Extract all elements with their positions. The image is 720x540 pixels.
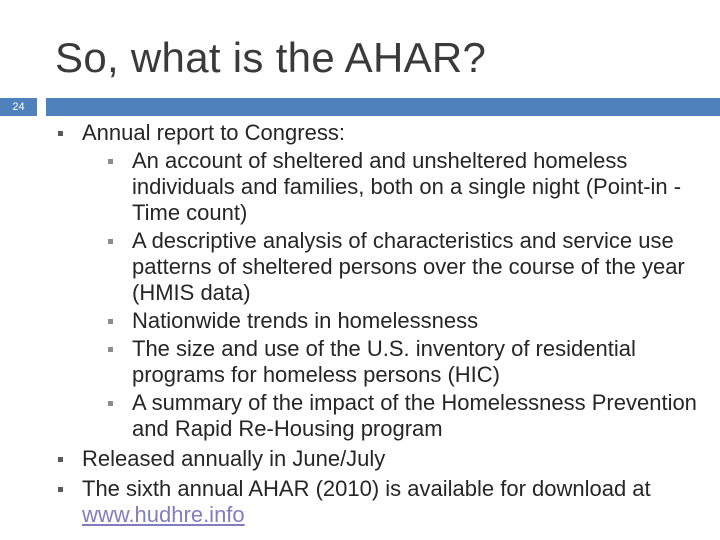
bullet-release-schedule — [57, 446, 707, 472]
bullet-text: Released annually in June/July — [82, 446, 386, 471]
download-link[interactable]: www.hudhre.info — [82, 502, 245, 527]
square-bullet-icon — [108, 347, 113, 352]
bullet-text: Annual report to Congress: — [82, 120, 345, 145]
sub-bullet-text: A descriptive analysis of characteristics and service use patterns of sheltered persons over the course of the year (HMIS data) — [132, 228, 685, 305]
bullet-download — [57, 476, 707, 528]
square-bullet-icon — [108, 239, 113, 244]
sub-bullet-item — [108, 336, 707, 388]
square-bullet-icon — [58, 131, 63, 136]
header-rule — [46, 98, 720, 116]
sub-bullet-item — [108, 148, 707, 226]
square-bullet-icon — [58, 457, 63, 462]
sub-bullet-list — [82, 148, 707, 442]
slide-number: 24 — [0, 98, 37, 116]
square-bullet-icon — [58, 487, 63, 492]
sub-bullet-item — [108, 390, 707, 442]
bullet-annual-report — [57, 120, 707, 442]
slide-title: So, what is the AHAR? — [55, 34, 487, 81]
sub-bullet-text: A summary of the impact of the Homelessness Prevention and Rapid Re-Housing program — [132, 390, 697, 441]
bullet-text: The sixth annual AHAR (2010) is available for download at — [82, 476, 651, 501]
slide-body — [57, 120, 707, 540]
slide-header-bar — [0, 98, 720, 116]
sub-bullet-text: An account of sheltered and unsheltered homeless individuals and families, both on a single night (Point-in -Time count) — [132, 148, 682, 225]
sub-bullet-item — [108, 308, 707, 334]
square-bullet-icon — [108, 401, 113, 406]
square-bullet-icon — [108, 319, 113, 324]
sub-bullet-item — [108, 228, 707, 306]
square-bullet-icon — [108, 159, 113, 164]
sub-bullet-text: The size and use of the U.S. inventory of residential programs for homeless persons (HIC) — [132, 336, 636, 387]
sub-bullet-text: Nationwide trends in homelessness — [132, 308, 479, 333]
